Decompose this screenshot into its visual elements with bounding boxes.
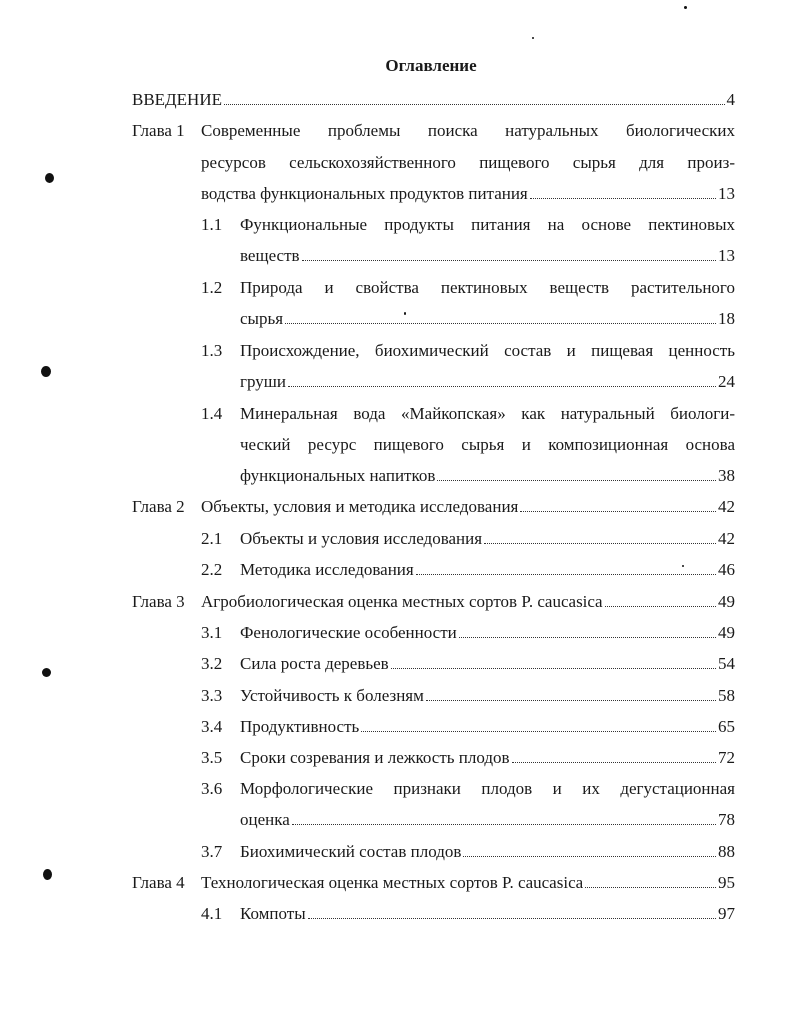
- toc-page-number: 54: [718, 654, 735, 673]
- dot-leader: [463, 856, 716, 857]
- toc-entry-chapter-2[interactable]: [201, 495, 735, 519]
- toc-entry-title-line: Минеральная вода «Майкопская» как натуральный биологи-: [240, 404, 735, 423]
- dot-leader: [308, 918, 716, 919]
- toc-entry-section-2-2[interactable]: [240, 558, 735, 582]
- toc-entry-title-line: Морфологические признаки плодов и их дегустационная: [240, 779, 735, 798]
- toc-entry-section-3-5[interactable]: [240, 746, 735, 770]
- toc-page-number: 49: [718, 592, 735, 611]
- chapter-label: Глава 2: [132, 497, 185, 516]
- toc-entry-title-line: веществ: [240, 246, 300, 265]
- toc-entry-title-line: Функциональные продукты питания на основе пектиновых: [240, 215, 735, 234]
- scan-speck: [41, 366, 51, 377]
- toc-entry-section-4-1[interactable]: [240, 902, 735, 926]
- section-number: 1.3: [201, 341, 223, 360]
- dot-leader: [288, 386, 716, 387]
- toc-page-number: 46: [718, 560, 735, 579]
- section-number: 1.1: [201, 215, 223, 234]
- dot-leader: [391, 668, 716, 669]
- dot-leader: [605, 606, 716, 607]
- toc-page-number: 97: [718, 904, 735, 923]
- chapter-label: Глава 3: [132, 592, 185, 611]
- dot-leader: [361, 731, 716, 732]
- section-number: 3.2: [201, 654, 223, 673]
- toc-entry-section-1-2[interactable]: [240, 307, 735, 331]
- scan-speck: [404, 312, 406, 315]
- section-number: 3.5: [201, 748, 223, 767]
- toc-entry-title-line: Природа и свойства пектиновых веществ растительного: [240, 278, 735, 297]
- toc-entry-title: ВВЕДЕНИЕ: [132, 90, 222, 109]
- dot-leader: [512, 762, 716, 763]
- toc-entry-title: Агробиологическая оценка местных сортов P. caucasica: [201, 592, 603, 611]
- toc-entry-chapter-1[interactable]: [201, 182, 735, 206]
- chapter-label: Глава 1: [132, 121, 185, 140]
- section-number: 2.2: [201, 560, 223, 579]
- dot-leader: [416, 574, 716, 575]
- toc-entry-title: Методика исследования: [240, 560, 414, 579]
- scan-speck: [532, 37, 534, 39]
- toc-page-number: 95: [718, 873, 735, 892]
- toc-entry-title: Технологическая оценка местных сортов P. caucasica: [201, 873, 584, 892]
- toc-page-number: 58: [718, 686, 735, 705]
- toc-entry-section-1-3[interactable]: [240, 370, 735, 394]
- toc-entry-title: Устойчивость к болезням: [240, 686, 424, 705]
- toc-page-number: 18: [718, 309, 735, 328]
- toc-page-number: 49: [718, 623, 735, 642]
- toc-page-number: 65: [718, 717, 735, 736]
- dot-leader: [285, 323, 716, 324]
- dot-leader: [585, 887, 716, 888]
- toc-entry-title-line: Происхождение, биохимический состав и пищевая ценность: [240, 341, 735, 360]
- toc-entry-section-1-1[interactable]: [240, 244, 735, 268]
- toc-entry-section-1-4[interactable]: [240, 464, 735, 488]
- dot-leader: [302, 260, 716, 261]
- section-number: 3.3: [201, 686, 223, 705]
- toc-entry-section-3-7[interactable]: [240, 840, 735, 864]
- scan-speck: [45, 173, 54, 183]
- section-number: 3.4: [201, 717, 223, 736]
- toc-entry-intro[interactable]: [132, 88, 735, 112]
- page-title: Оглавление: [385, 56, 477, 75]
- section-number: 4.1: [201, 904, 223, 923]
- section-number: 3.6: [201, 779, 223, 798]
- chapter-label: Глава 4: [132, 873, 185, 892]
- dot-leader: [459, 637, 716, 638]
- toc-page-number: 72: [718, 748, 735, 767]
- toc-entry-section-3-2[interactable]: [240, 652, 735, 676]
- toc-entry-section-2-1[interactable]: [240, 527, 735, 551]
- toc-entry-chapter-3[interactable]: [201, 590, 735, 614]
- toc-entry-title: Сроки созревания и лежкость плодов: [240, 748, 510, 767]
- toc-entry-title: Фенологические особенности: [240, 623, 457, 642]
- toc-entry-section-3-4[interactable]: [240, 715, 735, 739]
- toc-page-number: 42: [718, 497, 735, 516]
- toc-entry-section-3-3[interactable]: [240, 684, 735, 708]
- dot-leader: [530, 198, 716, 199]
- section-number: 3.1: [201, 623, 223, 642]
- toc-page-number: 42: [718, 529, 735, 548]
- toc-page-number: 24: [718, 372, 735, 391]
- toc-entry-title: Биохимический состав плодов: [240, 842, 462, 861]
- section-number: 2.1: [201, 529, 223, 548]
- dot-leader: [484, 543, 716, 544]
- section-number: 1.2: [201, 278, 223, 297]
- scan-speck: [43, 869, 52, 880]
- toc-entry-title-line: сырья: [240, 309, 284, 328]
- toc-page-number: 88: [718, 842, 735, 861]
- dot-leader: [437, 480, 716, 481]
- toc-entry-title-line: оценка: [240, 810, 290, 829]
- dot-leader: [426, 700, 716, 701]
- toc-entry-title-line: Современные проблемы поиска натуральных биологических: [201, 121, 735, 140]
- toc-page-number: 38: [718, 466, 735, 485]
- dot-leader: [224, 104, 725, 105]
- toc-entry-title: Продуктивность: [240, 717, 360, 736]
- toc-entry-chapter-4[interactable]: [201, 871, 735, 895]
- toc-entry-section-3-6[interactable]: [240, 808, 735, 832]
- toc-page-number: 4: [726, 90, 735, 109]
- toc-entry-section-3-1[interactable]: [240, 621, 735, 645]
- toc-entry-title: Сила роста деревьев: [240, 654, 389, 673]
- scan-speck: [682, 565, 684, 567]
- section-number: 1.4: [201, 404, 223, 423]
- scan-speck: [42, 668, 51, 677]
- dot-leader: [520, 511, 716, 512]
- dot-leader: [292, 824, 716, 825]
- section-number: 3.7: [201, 842, 223, 861]
- toc-page-number: 13: [718, 246, 735, 265]
- toc-page-number: 78: [718, 810, 735, 829]
- toc-entry-title-line: груши: [240, 372, 286, 391]
- toc-entry-title-line: функциональных напитков: [240, 466, 436, 485]
- toc-entry-title: Объекты, условия и методика исследования: [201, 497, 519, 516]
- toc-entry-title: Объекты и условия исследования: [240, 529, 483, 548]
- toc-entry-title-line: ческий ресурс пищевого сырья и композиционная основа: [240, 435, 735, 454]
- toc-entry-title-line: водства функциональных продуктов питания: [201, 184, 528, 203]
- toc-page-number: 13: [718, 184, 735, 203]
- scan-speck: [684, 6, 687, 9]
- toc-entry-title-line: ресурсов сельскохозяйственного пищевого сырья для произ-: [201, 153, 735, 172]
- toc-entry-title: Компоты: [240, 904, 306, 923]
